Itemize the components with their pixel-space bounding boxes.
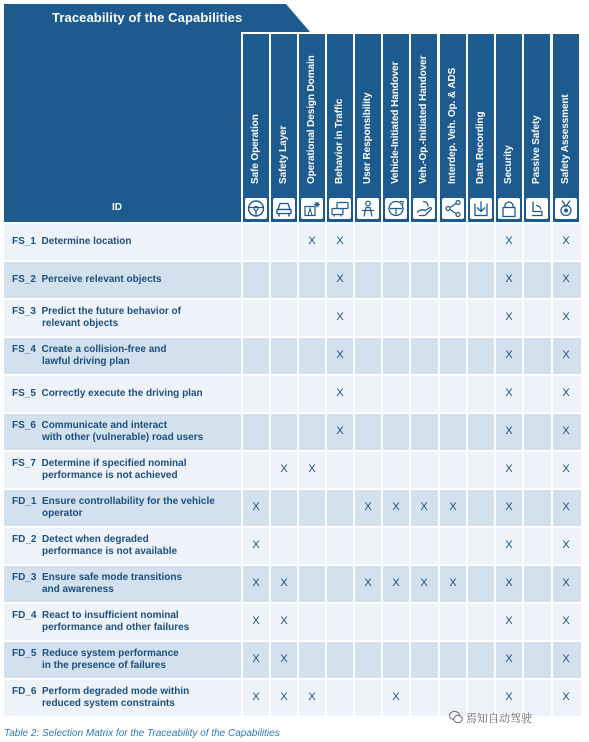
selection-mark: X [336,387,344,399]
row-id-and-text [12,572,182,584]
selection-mark: X [392,691,400,703]
cell-divider [466,224,468,260]
column-header-label: Data Recording [475,111,486,184]
row-label [4,414,237,450]
medal-icon [555,198,577,219]
cell-divider [522,338,524,374]
table-title-bar [4,4,310,32]
cell-divider [466,338,468,374]
cell-divider [241,224,243,260]
row-label [4,452,237,488]
column-header-label: Passive Safety [531,115,542,184]
cell-divider [241,300,243,336]
cell-divider [381,376,383,412]
selection-mark: X [252,691,260,703]
selection-mark: X [280,577,288,589]
cell-divider [522,414,524,450]
cell-divider [409,300,411,336]
selection-mark: X [364,501,372,513]
cell-divider [466,376,468,412]
cell-divider [381,642,383,678]
row-label [4,338,237,374]
column-header-label: User Responsibility [362,92,373,184]
cell-divider [353,680,355,716]
selection-mark: X [562,235,570,247]
row-label [4,680,237,716]
cell-divider [522,642,524,678]
row-description-continued: in the presence of failures [42,660,166,671]
row-description-continued: with other (vulnerable) road users [42,432,204,443]
selection-mark: X [562,311,570,323]
cell-divider [522,490,524,526]
row-description: Ensure controllability for the vehicle [42,496,215,507]
cell-divider [466,300,468,336]
selection-mark: X [505,691,513,703]
row-label [4,376,237,412]
cell-divider [353,300,355,336]
cell-divider [438,262,440,298]
selection-mark: X [505,653,513,665]
selection-mark: X [562,349,570,361]
row-id-and-text [12,344,167,356]
selection-mark: X [252,653,260,665]
selection-mark: X [252,615,260,627]
cell-divider [325,680,327,716]
row-description: Reduce system performance [42,648,179,659]
row-id: FS_6 [12,420,36,431]
cell-divider [241,376,243,412]
row-description: Perform degraded mode within [42,686,190,697]
selection-mark: X [336,425,344,437]
cell-divider [325,566,327,602]
wechat-icon [449,710,463,724]
cell-divider [241,338,243,374]
selection-mark: X [562,539,570,551]
row-description: Determine location [41,236,132,247]
selection-mark: X [252,539,260,551]
traffic-cars-icon [329,198,351,219]
cell-divider [297,376,299,412]
column-header [271,34,297,222]
column-header [327,34,353,222]
share-icon [442,198,464,219]
cell-divider [297,566,299,602]
cell-divider [297,338,299,374]
row-label [4,262,237,298]
row-id-and-text [12,388,203,400]
selection-mark: X [562,387,570,399]
cell-divider [325,490,327,526]
row-label [4,224,237,260]
cell-divider [466,490,468,526]
selection-mark: X [364,577,372,589]
weather-road-icon [301,198,323,219]
selection-mark: X [280,653,288,665]
selection-mark: X [562,501,570,513]
cell-divider [269,528,271,564]
column-header [411,34,437,222]
selection-mark: X [308,463,316,475]
row-description: Predict the future behavior of [41,306,181,317]
cell-divider [353,414,355,450]
cell-divider [353,642,355,678]
column-header [299,34,325,222]
selection-mark: X [420,501,428,513]
selection-mark: X [252,501,260,513]
cell-divider [353,604,355,640]
cell-divider [466,414,468,450]
selection-mark: X [505,349,513,361]
cell-divider [438,224,440,260]
column-header [243,34,269,222]
cell-divider [241,452,243,488]
selection-mark: X [280,691,288,703]
row-description-continued: operator [42,508,83,519]
selection-mark: X [420,577,428,589]
selection-mark: X [505,235,513,247]
cell-divider [522,300,524,336]
column-header [524,34,550,222]
cell-divider [325,642,327,678]
column-header [496,34,522,222]
cell-divider [522,566,524,602]
cell-divider [297,300,299,336]
selection-mark: X [505,273,513,285]
cell-divider [409,262,411,298]
selection-mark: X [505,311,513,323]
cell-divider [297,490,299,526]
selection-mark: X [252,577,260,589]
cell-divider [353,528,355,564]
cell-divider [466,566,468,602]
selection-mark: X [562,691,570,703]
cell-divider [325,604,327,640]
row-id: FD_4 [12,610,37,621]
download-icon [470,198,492,219]
row-id-and-text [12,306,181,318]
cell-divider [409,376,411,412]
row-id: FS_4 [12,344,36,355]
selection-mark: X [505,425,513,437]
row-label [4,300,237,336]
cell-divider [466,604,468,640]
column-header [553,34,579,222]
row-label [4,642,237,678]
column-header-label: Veh.-Op.-Initiated Handover [418,55,429,184]
steering-wheel-icon [245,198,267,219]
row-id-and-text [12,648,179,660]
row-label [4,528,237,564]
cell-divider [325,528,327,564]
cell-divider [409,528,411,564]
cell-divider [409,338,411,374]
column-header-label: Security [503,145,514,184]
cell-divider [409,224,411,260]
row-id-and-text [12,420,203,432]
row-id-and-text [12,236,132,248]
selection-mark: X [308,691,316,703]
row-id-and-text [12,274,162,286]
row-label [4,490,237,526]
row-description: Detect when degraded [42,534,149,545]
wheel-handover-icon [385,198,407,219]
selection-mark: X [336,235,344,247]
selection-mark: X [505,539,513,551]
selection-mark: X [449,501,457,513]
row-description: Create a collision-free and [41,344,167,355]
cell-divider [269,262,271,298]
row-description-continued: and awareness [42,584,114,595]
column-header-label: Vehicle-Initiated Handover [390,61,401,184]
row-id: FS_5 [12,388,36,399]
lock-icon [498,198,520,219]
row-id: FD_3 [12,572,37,583]
cell-divider [409,680,411,716]
selection-mark: X [392,501,400,513]
row-id-and-text [12,610,189,622]
column-header-label: Safety Assessment [560,94,571,184]
row-id: FS_1 [12,236,36,247]
row-description-continued: performance is not achieved [42,470,178,481]
row-label [4,604,237,640]
row-description: Perceive relevant objects [41,274,162,285]
selection-mark: X [562,577,570,589]
table-caption: Table 2: Selection Matrix for the Traceability of the Capabilities [4,728,280,739]
selection-mark: X [562,463,570,475]
cell-divider [381,604,383,640]
selection-mark: X [336,273,344,285]
selection-mark: X [449,577,457,589]
row-id-and-text [12,534,177,546]
cell-divider [269,376,271,412]
cell-divider [353,338,355,374]
row-description: Communicate and interact [41,420,168,431]
row-description-continued: performance and other failures [42,622,190,633]
row-description-continued: performance is not available [42,546,178,557]
cell-divider [466,452,468,488]
cell-divider [409,414,411,450]
column-header-label: Interdep. Veh. Op. & ADS [447,67,458,184]
cell-divider [381,414,383,450]
cell-divider [409,452,411,488]
cell-divider [269,490,271,526]
selection-mark: X [562,653,570,665]
cell-divider [438,528,440,564]
cell-divider [466,262,468,298]
cell-divider [438,300,440,336]
cell-divider [297,604,299,640]
row-description-continued: reduced system constraints [42,698,175,709]
cell-divider [522,528,524,564]
row-id-and-text [12,458,187,470]
row-id: FD_2 [12,534,37,545]
column-header [355,34,381,222]
column-header-label: Safe Operation [250,114,261,184]
row-description: React to insufficient nominal [42,610,179,621]
table-title: Traceability of the Capabilities [52,10,243,25]
row-id: FD_1 [12,496,37,507]
row-description: Determine if specified nominal [41,458,187,469]
cell-divider [381,528,383,564]
selection-mark: X [505,577,513,589]
column-header [468,34,494,222]
column-header-label: Behavior in Traffic [334,98,345,184]
cell-divider [522,262,524,298]
row-label [4,566,237,602]
cell-divider [381,452,383,488]
cell-divider [241,262,243,298]
cell-divider [269,414,271,450]
selection-mark: X [308,235,316,247]
cell-divider [438,604,440,640]
car-front-icon [273,198,295,219]
cell-divider [353,452,355,488]
row-id-and-text [12,686,189,698]
seat-icon [526,198,548,219]
cell-divider [438,680,440,716]
column-header [440,34,466,222]
cell-divider [438,338,440,374]
cell-divider [297,528,299,564]
cell-divider [297,642,299,678]
row-id: FD_6 [12,686,37,697]
cell-divider [466,642,468,678]
cell-divider [466,528,468,564]
selection-mark: X [505,387,513,399]
row-description: Ensure safe mode transitions [42,572,183,583]
cell-divider [409,642,411,678]
id-column-header: ID [112,202,122,213]
cell-divider [325,452,327,488]
selection-mark: X [562,273,570,285]
cell-divider [353,262,355,298]
cell-divider [269,224,271,260]
cell-divider [522,604,524,640]
selection-mark: X [392,577,400,589]
cell-divider [241,414,243,450]
cell-divider [297,262,299,298]
cell-divider [438,642,440,678]
selection-mark: X [505,501,513,513]
cell-divider [522,224,524,260]
cell-divider [297,414,299,450]
selection-mark: X [336,311,344,323]
row-id: FD_5 [12,648,37,659]
row-id-and-text [12,496,215,508]
cell-divider [269,300,271,336]
selection-mark: X [505,463,513,475]
person-icon [357,198,379,219]
cell-divider [522,452,524,488]
column-header-label: Safety Layer [278,125,289,184]
row-description-continued: relevant objects [42,318,119,329]
cell-divider [438,414,440,450]
cell-divider [269,338,271,374]
selection-mark: X [505,615,513,627]
cell-divider [409,604,411,640]
selection-mark: X [336,349,344,361]
cell-divider [381,300,383,336]
selection-mark: X [562,425,570,437]
row-description: Correctly execute the driving plan [41,388,203,399]
cell-divider [438,376,440,412]
row-id: FS_2 [12,274,36,285]
row-description-continued: lawful driving plan [42,356,130,367]
watermark-text: 焉知自动驾驶 [466,713,532,725]
cell-divider [381,338,383,374]
cell-divider [438,452,440,488]
selection-mark: X [280,615,288,627]
column-header [383,34,409,222]
cell-divider [381,262,383,298]
selection-mark: X [280,463,288,475]
id-header-cell [4,32,241,222]
column-header-label: Operational Design Domain [306,55,317,184]
hand-handover-icon [413,198,435,219]
cell-divider [381,224,383,260]
row-id: FS_3 [12,306,36,317]
row-id: FS_7 [12,458,36,469]
selection-mark: X [562,615,570,627]
cell-divider [522,376,524,412]
cell-divider [353,376,355,412]
cell-divider [353,224,355,260]
